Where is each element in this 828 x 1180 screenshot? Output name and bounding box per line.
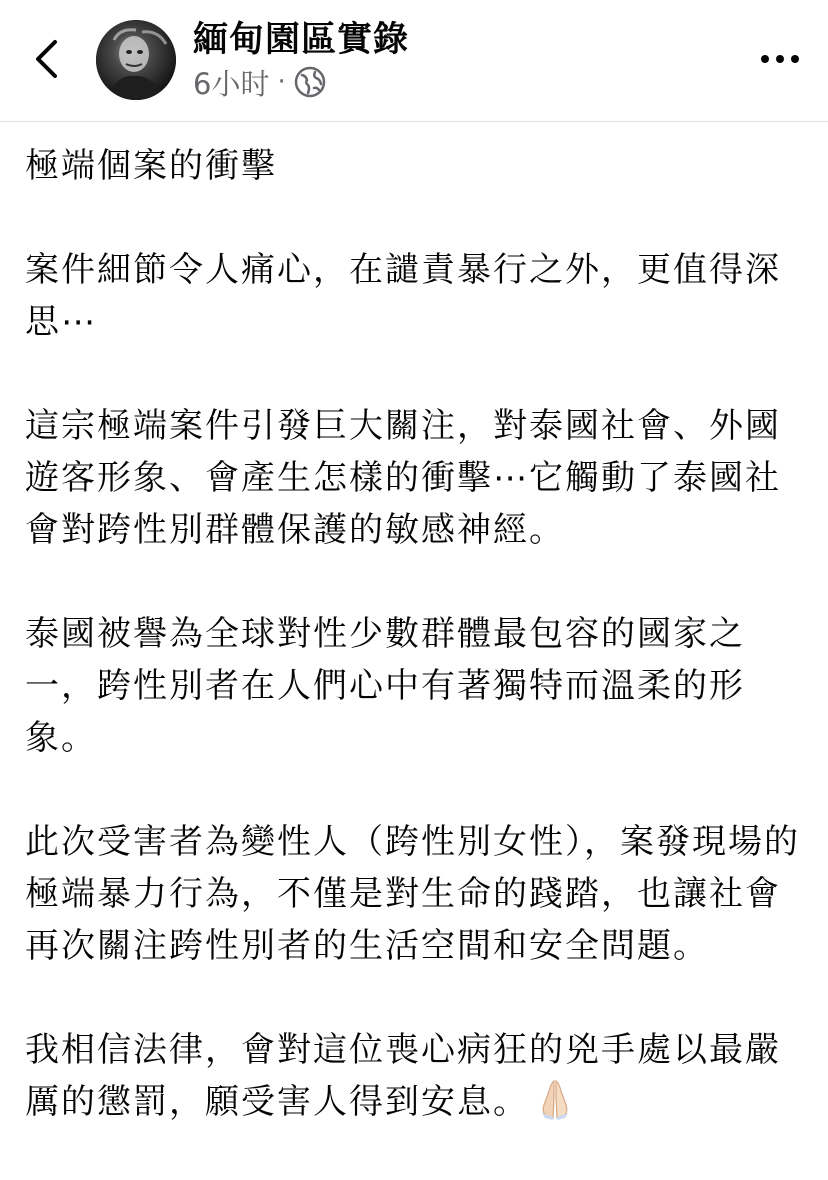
post-header bbox=[0, 0, 828, 122]
page-name[interactable]: 緬甸園區實錄 bbox=[193, 20, 410, 60]
post-paragraph-4: 泰國被譽為全球對性少數群體最包容的國家之一，跨性別者在人們心中有著獨特而溫柔的形象。 bbox=[25, 614, 745, 758]
globe-icon bbox=[294, 66, 326, 98]
more-options-button[interactable] bbox=[758, 44, 802, 74]
post-body bbox=[25, 140, 815, 1180]
page-avatar[interactable] bbox=[96, 20, 176, 100]
post-paragraph-6 bbox=[25, 1024, 815, 1128]
more-horizontal-icon bbox=[758, 44, 802, 74]
folded-hands-icon bbox=[533, 1077, 577, 1121]
meta-separator: · bbox=[277, 67, 286, 97]
post-paragraph-2: 案件細節令人痛心，在譴責暴行之外，更值得深思⋯ bbox=[25, 250, 781, 342]
post-paragraph-3: 這宗極端案件引發巨大關注，對泰國社會、外國遊客形象、會產生怎樣的衝擊⋯它觸動了泰國社會對跨性別群體保護的敏感神經。 bbox=[25, 406, 781, 550]
post-paragraph-1: 極端個案的衝擊 bbox=[25, 146, 277, 186]
post-paragraph-5: 此次受害者為變性人（跨性別女性），案發現場的極端暴力行為，不僅是對生命的踐踏，也讓社會再次關注跨性別者的生活空間和安全問題。 bbox=[25, 822, 800, 966]
chevron-left-icon bbox=[22, 34, 72, 84]
post-paragraph-6-text: 我相信法律，會對這位喪心病狂的兇手處以最嚴厲的懲罰，願受害人得到安息。 bbox=[25, 1030, 781, 1122]
post-meta bbox=[193, 64, 326, 100]
back-button[interactable] bbox=[22, 34, 72, 84]
post-time[interactable]: 6小时 bbox=[193, 66, 270, 101]
